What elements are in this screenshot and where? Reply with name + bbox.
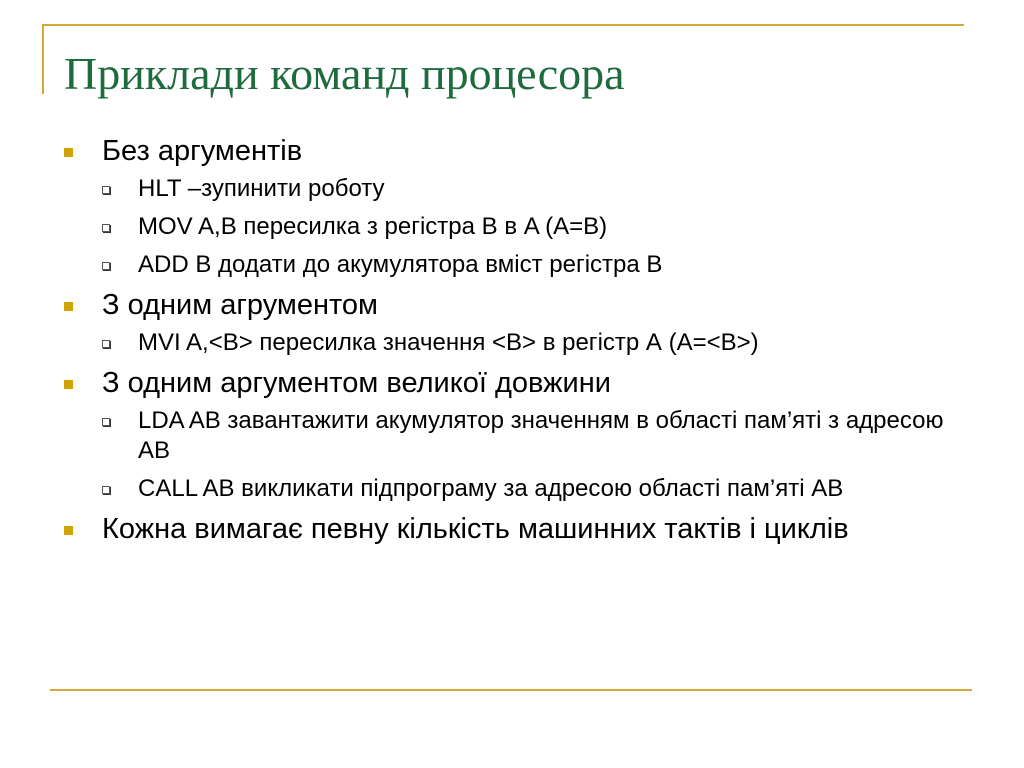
- sub-bullet-item: [102, 250, 962, 280]
- sub-bullet-item: [102, 474, 962, 504]
- bullet-list: [62, 134, 962, 546]
- slide-content: [62, 134, 962, 554]
- bullet-item-one-arg: [62, 288, 962, 358]
- square-bullet-icon: [64, 148, 73, 157]
- sub-bullet-text: HLT –зупинити роботу: [138, 175, 385, 202]
- sub-bullet-text: CALL AB викликати підпрограму за адресою області пам’яті AB: [138, 475, 844, 502]
- frame-bottom-line: [50, 689, 972, 691]
- sub-bullet-text: MOV A,B пересилка з регістра B в A (A=B): [138, 213, 608, 240]
- sub-bullet-text: LDA AB завантажити акумулятор значенням в області пам’яті з адресою AB: [138, 407, 944, 464]
- sub-bullet-list: [102, 328, 962, 358]
- hollow-square-bullet-icon: [102, 340, 110, 348]
- bullet-item-cycles: [62, 512, 962, 546]
- sub-bullet-item: [102, 406, 962, 466]
- hollow-square-bullet-icon: [102, 224, 110, 232]
- sub-bullet-item: [102, 174, 962, 204]
- frame-left-line: [42, 24, 44, 94]
- hollow-square-bullet-icon: [102, 486, 110, 494]
- hollow-square-bullet-icon: [102, 186, 110, 194]
- square-bullet-icon: [64, 526, 73, 535]
- square-bullet-icon: [64, 302, 73, 311]
- bullet-text: З одним агрументом: [102, 289, 378, 321]
- sub-bullet-list: [102, 174, 962, 280]
- bullet-text: Без аргументів: [102, 135, 303, 167]
- sub-bullet-text: MVI A,<B> пересилка значення <B> в регістр А (A=<B>): [138, 329, 759, 356]
- hollow-square-bullet-icon: [102, 262, 110, 270]
- square-bullet-icon: [64, 380, 73, 389]
- bullet-text: Кожна вимагає певну кількість машинних тактів і циклів: [102, 513, 849, 545]
- hollow-square-bullet-icon: [102, 418, 110, 426]
- slide-title: Приклади команд процесора: [64, 48, 625, 99]
- sub-bullet-item: [102, 212, 962, 242]
- bullet-text: З одним аргументом великої довжини: [102, 367, 611, 399]
- bullet-item-no-args: [62, 134, 962, 280]
- sub-bullet-item: [102, 328, 962, 358]
- sub-bullet-list: [102, 406, 962, 504]
- frame-top-line: [42, 24, 964, 26]
- bullet-item-long-arg: [62, 366, 962, 504]
- sub-bullet-text: ADD B додати до акумулятора вміст регістра B: [138, 251, 663, 278]
